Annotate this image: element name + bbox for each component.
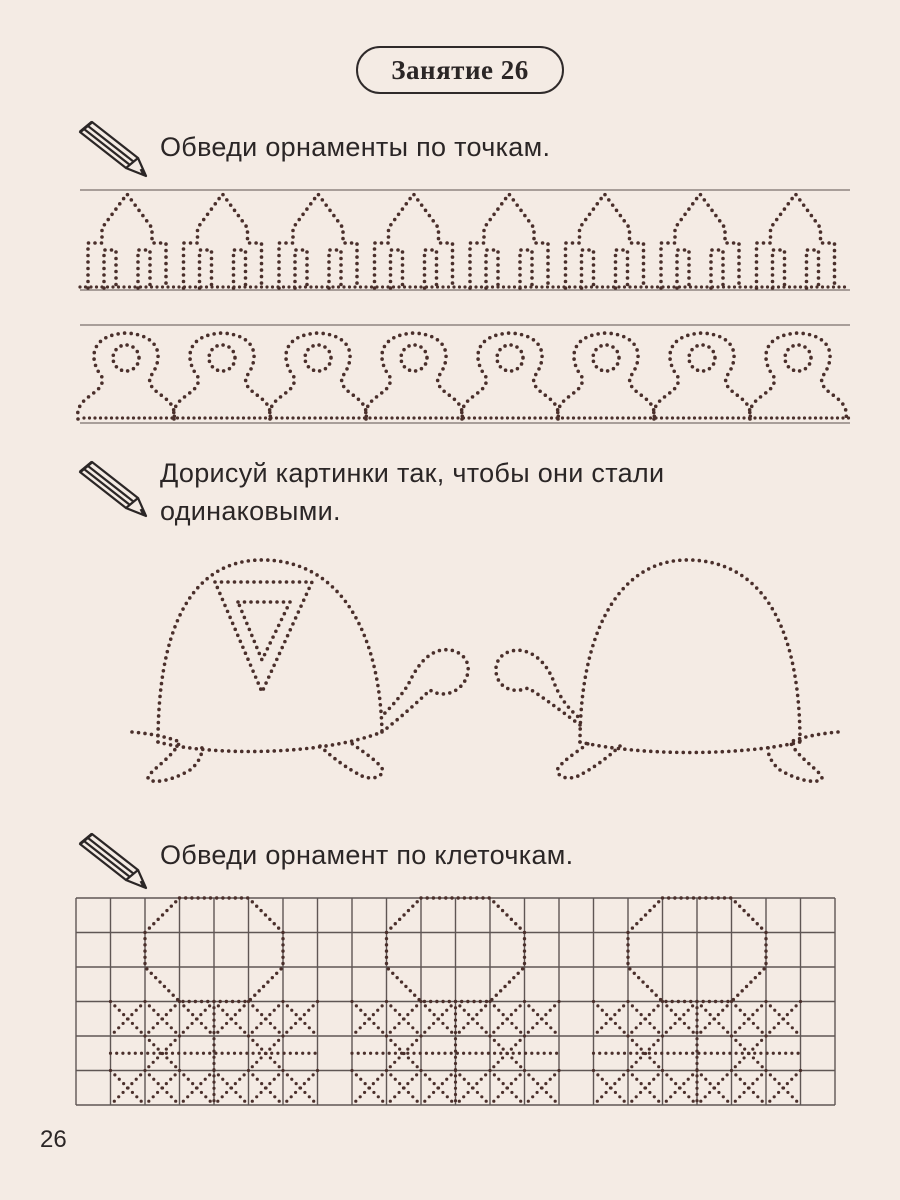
loop-inner-circle (209, 345, 235, 371)
turtle-shell-outline (158, 560, 382, 742)
turtle-back-leg (320, 742, 382, 778)
arrow-ornament (470, 194, 548, 288)
arrow-ornament-row (0, 180, 900, 300)
loop-inner-circle (401, 345, 427, 371)
page-number: 26 (40, 1126, 67, 1153)
arrow-ornament (375, 194, 453, 288)
loop-inner-circle (689, 345, 715, 371)
turtle-shell-outline (580, 560, 800, 742)
pencil-icon (72, 118, 152, 178)
grid-ornament (0, 880, 900, 1140)
loop-inner-circle (785, 345, 811, 371)
turtle-eye (444, 663, 454, 673)
arrow-ornament (279, 194, 357, 288)
loop-inner-circle (593, 345, 619, 371)
turtle-front-leg (768, 732, 838, 781)
shell-outer-circle (176, 684, 236, 744)
arrow-ornament (661, 194, 739, 288)
lesson-title: Занятие 26 (391, 54, 529, 85)
loop-inner-circle (497, 345, 523, 371)
lesson-title-badge (356, 46, 564, 94)
right-turtle (496, 560, 838, 781)
task-1-instruction: Обведи орнаменты по точкам. (160, 132, 551, 162)
arrow-ornament (566, 194, 644, 288)
inner-triangle (238, 602, 290, 660)
arrow-ornament (184, 194, 262, 288)
loop-ornament-row (0, 315, 900, 435)
turtle-shell-bottom (158, 732, 382, 751)
shell-inner-circle (190, 698, 222, 730)
turtles-drawing (0, 520, 900, 810)
task-3-instruction: Обведи орнамент по клеточкам. (160, 840, 574, 870)
task-2-instruction: Дорисуй картинки так, чтобы они стали одинаковыми. (160, 458, 665, 526)
shell-outer-circle (320, 682, 376, 738)
arrow-ornament (88, 194, 166, 288)
turtle-head-neck (382, 650, 468, 732)
left-turtle (132, 560, 468, 781)
turtle-head-neck (496, 650, 582, 725)
turtle-front-leg (132, 732, 202, 781)
pencil-icon (72, 458, 152, 518)
shell-inner-circle (334, 696, 362, 724)
loop-inner-circle (113, 345, 139, 371)
arrow-ornament (757, 194, 835, 288)
turtle-eye (512, 662, 522, 672)
outer-triangle (215, 582, 312, 692)
loop-inner-circle (305, 345, 331, 371)
